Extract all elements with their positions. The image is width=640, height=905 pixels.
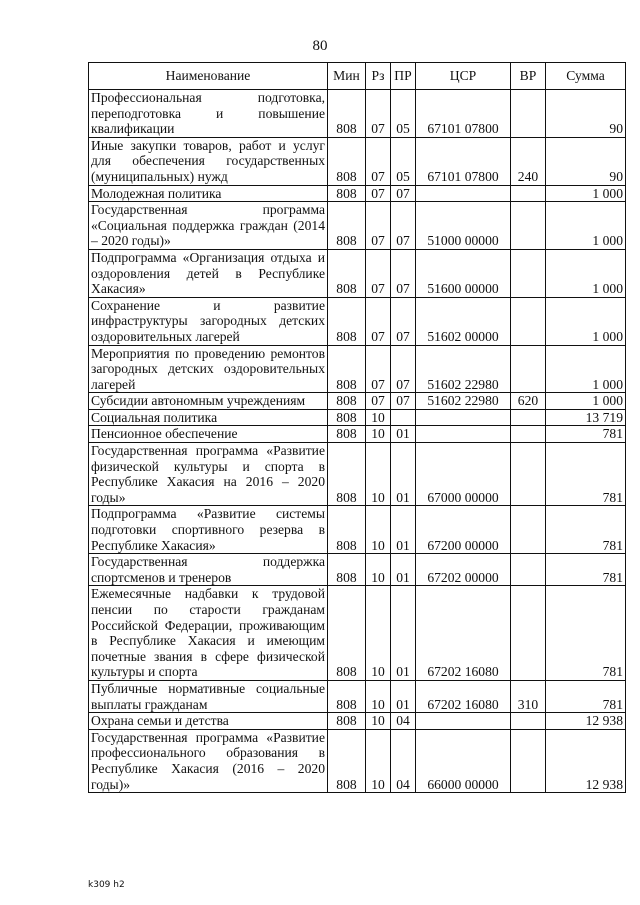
cell-sum: 90 (546, 137, 626, 185)
cell-vr (511, 729, 546, 792)
cell-min: 808 (328, 554, 366, 586)
cell-csr: 67000 00000 (416, 443, 511, 506)
table-header-row (89, 63, 626, 90)
cell-pr: 01 (391, 426, 416, 443)
cell-sum: 1 000 (546, 345, 626, 393)
cell-pr: 04 (391, 713, 416, 730)
cell-csr: 51602 22980 (416, 393, 511, 410)
table-row (89, 297, 626, 345)
cell-min: 808 (328, 249, 366, 297)
cell-sum: 1 000 (546, 202, 626, 250)
cell-min: 808 (328, 90, 366, 138)
cell-rz: 10 (366, 409, 391, 426)
column-header-name: Наименование (89, 63, 328, 90)
cell-name: Государственная программа «Социальная поддержка граждан (2014 – 2020 годы)» (89, 202, 328, 250)
table-row (89, 586, 626, 681)
table-row (89, 137, 626, 185)
page-number: 80 (312, 38, 328, 54)
cell-name: Государственная программа «Развитие профессионального образования в Республике Хакасия (2016 – 2020 годы)» (89, 729, 328, 792)
column-header-sum: Сумма (546, 63, 626, 90)
cell-rz: 10 (366, 586, 391, 681)
cell-pr: 07 (391, 202, 416, 250)
cell-min: 808 (328, 185, 366, 202)
cell-vr (511, 554, 546, 586)
cell-name: Подпрограмма «Организация отдыха и оздоровления детей в Республике Хакасия» (89, 249, 328, 297)
cell-csr: 67202 16080 (416, 586, 511, 681)
column-header-csr: ЦСР (416, 63, 511, 90)
cell-sum: 12 938 (546, 713, 626, 730)
cell-name: Государственная программа «Развитие физической культуры и спорта в Республике Хакасия на 2016 – 2020 годы» (89, 443, 328, 506)
cell-vr (511, 426, 546, 443)
cell-sum: 781 (546, 680, 626, 712)
cell-name: Иные закупки товаров, работ и услуг для обеспечения государственных (муниципальных) нужд (89, 137, 328, 185)
cell-name: Подпрограмма «Развитие системы подготовки спортивного резерва в Республике Хакасия» (89, 506, 328, 554)
budget-table (88, 62, 626, 793)
cell-csr (416, 713, 511, 730)
cell-csr: 51602 00000 (416, 297, 511, 345)
table-row (89, 393, 626, 410)
cell-sum: 1 000 (546, 393, 626, 410)
cell-rz: 07 (366, 137, 391, 185)
cell-sum: 781 (546, 443, 626, 506)
cell-vr (511, 586, 546, 681)
cell-name: Социальная политика (89, 409, 328, 426)
cell-name: Пенсионное обеспечение (89, 426, 328, 443)
table-row (89, 443, 626, 506)
cell-csr: 67200 00000 (416, 506, 511, 554)
cell-min: 808 (328, 443, 366, 506)
cell-name: Молодежная политика (89, 185, 328, 202)
cell-pr: 01 (391, 443, 416, 506)
cell-csr: 67202 00000 (416, 554, 511, 586)
cell-min: 808 (328, 409, 366, 426)
cell-min: 808 (328, 713, 366, 730)
cell-sum: 781 (546, 426, 626, 443)
cell-pr: 05 (391, 90, 416, 138)
cell-vr (511, 297, 546, 345)
cell-rz: 10 (366, 680, 391, 712)
cell-sum: 1 000 (546, 297, 626, 345)
cell-vr (511, 202, 546, 250)
cell-vr (511, 90, 546, 138)
column-header-vr: ВР (511, 63, 546, 90)
cell-min: 808 (328, 393, 366, 410)
cell-name: Профессиональная подготовка, переподготовка и повышение квалификации (89, 90, 328, 138)
cell-pr: 01 (391, 680, 416, 712)
cell-vr (511, 409, 546, 426)
cell-pr: 07 (391, 185, 416, 202)
cell-name: Сохранение и развитие инфраструктуры загородных детских оздоровительных лагерей (89, 297, 328, 345)
cell-csr (416, 409, 511, 426)
cell-min: 808 (328, 202, 366, 250)
cell-rz: 07 (366, 393, 391, 410)
cell-rz: 07 (366, 345, 391, 393)
cell-pr: 01 (391, 554, 416, 586)
cell-csr (416, 185, 511, 202)
cell-rz: 10 (366, 713, 391, 730)
cell-rz: 10 (366, 729, 391, 792)
cell-pr: 07 (391, 249, 416, 297)
cell-rz: 10 (366, 554, 391, 586)
cell-sum: 781 (546, 586, 626, 681)
cell-rz: 07 (366, 297, 391, 345)
cell-vr (511, 345, 546, 393)
cell-vr (511, 249, 546, 297)
cell-vr: 240 (511, 137, 546, 185)
table-row (89, 729, 626, 792)
cell-rz: 10 (366, 443, 391, 506)
cell-pr: 07 (391, 297, 416, 345)
cell-vr (511, 713, 546, 730)
cell-rz: 07 (366, 90, 391, 138)
column-header-pr: ПР (391, 63, 416, 90)
cell-sum: 1 000 (546, 185, 626, 202)
table-row (89, 202, 626, 250)
cell-sum: 90 (546, 90, 626, 138)
column-header-min: Мин (328, 63, 366, 90)
cell-vr (511, 506, 546, 554)
cell-min: 808 (328, 426, 366, 443)
cell-vr: 310 (511, 680, 546, 712)
cell-csr: 51000 00000 (416, 202, 511, 250)
cell-rz: 07 (366, 185, 391, 202)
cell-min: 808 (328, 345, 366, 393)
cell-min: 808 (328, 506, 366, 554)
cell-sum: 12 938 (546, 729, 626, 792)
cell-name: Субсидии автономным учреждениям (89, 393, 328, 410)
cell-sum: 13 719 (546, 409, 626, 426)
cell-pr: 01 (391, 506, 416, 554)
column-header-rz: Рз (366, 63, 391, 90)
table-row (89, 554, 626, 586)
cell-min: 808 (328, 297, 366, 345)
cell-csr: 67202 16080 (416, 680, 511, 712)
cell-csr: 51602 22980 (416, 345, 511, 393)
table-row (89, 90, 626, 138)
cell-csr: 66000 00000 (416, 729, 511, 792)
table-row (89, 426, 626, 443)
cell-name: Охрана семьи и детства (89, 713, 328, 730)
cell-name: Ежемесячные надбавки к трудовой пенсии по старости гражданам Российской Федерации, проживающим в Республике Хакасия и имеющим почетные звания в сфере физической культуры и спорта (89, 586, 328, 681)
table-row (89, 249, 626, 297)
cell-min: 808 (328, 729, 366, 792)
cell-csr: 51600 00000 (416, 249, 511, 297)
table-row (89, 345, 626, 393)
cell-min: 808 (328, 586, 366, 681)
cell-name: Мероприятия по проведению ремонтов загородных детских оздоровительных лагерей (89, 345, 328, 393)
cell-pr (391, 409, 416, 426)
table-row (89, 185, 626, 202)
cell-rz: 10 (366, 506, 391, 554)
table-row (89, 680, 626, 712)
cell-rz: 07 (366, 202, 391, 250)
cell-pr: 05 (391, 137, 416, 185)
cell-csr (416, 426, 511, 443)
cell-sum: 781 (546, 554, 626, 586)
cell-pr: 07 (391, 393, 416, 410)
table-body (89, 90, 626, 793)
cell-vr: 620 (511, 393, 546, 410)
footer-code: k309 h2 (88, 880, 125, 890)
cell-pr: 01 (391, 586, 416, 681)
cell-rz: 10 (366, 426, 391, 443)
cell-sum: 1 000 (546, 249, 626, 297)
cell-min: 808 (328, 680, 366, 712)
cell-pr: 07 (391, 345, 416, 393)
table-row (89, 713, 626, 730)
cell-sum: 781 (546, 506, 626, 554)
cell-csr: 67101 07800 (416, 90, 511, 138)
cell-name: Публичные нормативные социальные выплаты гражданам (89, 680, 328, 712)
cell-vr (511, 443, 546, 506)
cell-min: 808 (328, 137, 366, 185)
cell-rz: 07 (366, 249, 391, 297)
cell-pr: 04 (391, 729, 416, 792)
table-row (89, 409, 626, 426)
cell-csr: 67101 07800 (416, 137, 511, 185)
cell-vr (511, 185, 546, 202)
cell-name: Государственная поддержка спортсменов и тренеров (89, 554, 328, 586)
table-row (89, 506, 626, 554)
